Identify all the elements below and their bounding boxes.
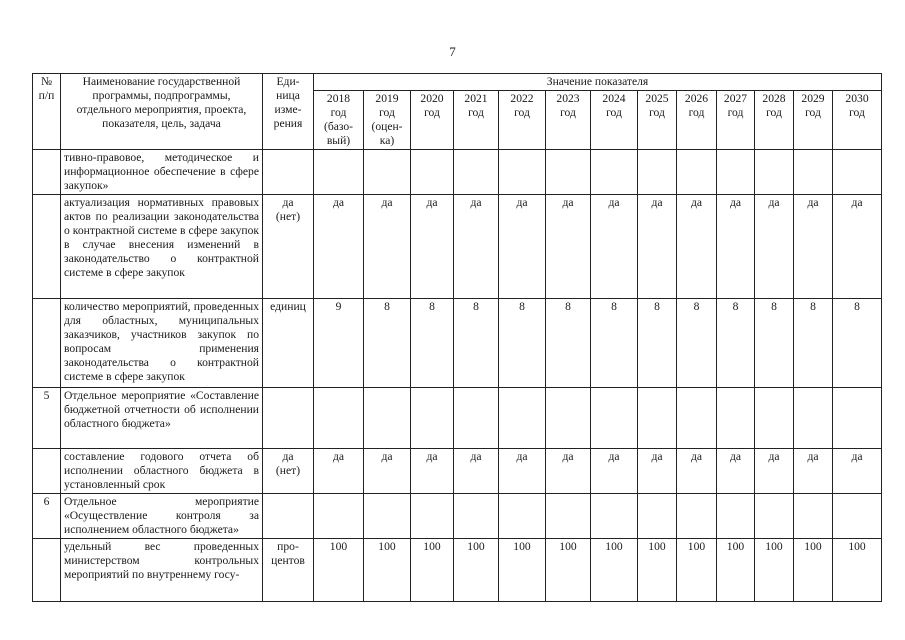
row-name: Отдельное мероприятие «Осуществление контроля за исполнением областного бюджета» (61, 494, 263, 539)
row-value: да (638, 195, 677, 299)
row-value (591, 150, 638, 195)
row-value: 8 (364, 299, 411, 388)
row-number (33, 449, 61, 494)
row-value: 100 (454, 539, 499, 602)
row-value: да (499, 195, 546, 299)
row-value: да (364, 449, 411, 494)
row-value: 8 (638, 299, 677, 388)
row-number: 5 (33, 388, 61, 449)
row-value: да (411, 195, 454, 299)
table-header (33, 74, 882, 150)
row-value: 100 (794, 539, 833, 602)
row-value (454, 388, 499, 449)
row-unit: да (нет) (263, 195, 314, 299)
row-value: 8 (411, 299, 454, 388)
row-unit (263, 494, 314, 539)
row-value: да (546, 449, 591, 494)
row-name: составление годового отчета об исполнении областного бюджета в установленный срок (61, 449, 263, 494)
row-value: 8 (499, 299, 546, 388)
row-value: 8 (833, 299, 882, 388)
row-unit: единиц (263, 299, 314, 388)
header-year: 2025 год (638, 91, 677, 150)
row-value (833, 150, 882, 195)
page-number: 7 (449, 44, 456, 59)
header-year: 2019 год (оцен- ка) (364, 91, 411, 150)
row-value (755, 150, 794, 195)
row-value: 100 (591, 539, 638, 602)
row-unit (263, 388, 314, 449)
row-value (546, 494, 591, 539)
row-name: тивно-правовое, методическое и информационное обеспечение в сфере закупок» (61, 150, 263, 195)
row-value: да (591, 449, 638, 494)
row-value: да (717, 195, 755, 299)
row-value: 100 (364, 539, 411, 602)
row-value (364, 388, 411, 449)
row-value (794, 150, 833, 195)
table-row (33, 388, 882, 449)
row-value (499, 494, 546, 539)
row-value: да (755, 449, 794, 494)
row-value: да (591, 195, 638, 299)
row-value: 9 (314, 299, 364, 388)
header-year: 2020 год (411, 91, 454, 150)
row-value (546, 150, 591, 195)
row-value: да (833, 195, 882, 299)
table-row (33, 299, 882, 388)
header-name (61, 74, 263, 150)
header-unit-text: Еди- ница изме- рения (273, 75, 303, 130)
row-value (794, 388, 833, 449)
header-values-group: Значение показателя (314, 74, 882, 91)
header-year: 2023 год (546, 91, 591, 150)
row-value (591, 388, 638, 449)
row-value: да (454, 449, 499, 494)
row-value (454, 494, 499, 539)
row-unit: про- центов (263, 539, 314, 602)
header-unit (263, 74, 314, 150)
row-number: 6 (33, 494, 61, 539)
row-value: 100 (717, 539, 755, 602)
row-value: 8 (546, 299, 591, 388)
row-unit: да (нет) (263, 449, 314, 494)
row-value: да (794, 195, 833, 299)
header-year: 2027 год (717, 91, 755, 150)
row-value (755, 388, 794, 449)
row-value: 8 (591, 299, 638, 388)
table-row (33, 150, 882, 195)
row-value (638, 388, 677, 449)
row-value: 100 (755, 539, 794, 602)
row-value (314, 388, 364, 449)
table-body (33, 150, 882, 602)
row-value: 8 (755, 299, 794, 388)
row-value (364, 494, 411, 539)
row-value: да (794, 449, 833, 494)
row-value: 100 (314, 539, 364, 602)
row-value (833, 388, 882, 449)
table-row (33, 494, 882, 539)
header-year: 2028 год (755, 91, 794, 150)
row-value (454, 150, 499, 195)
row-value: да (638, 449, 677, 494)
header-year: 2024 год (591, 91, 638, 150)
row-value (411, 388, 454, 449)
row-value (499, 388, 546, 449)
row-value: 8 (677, 299, 717, 388)
row-value: да (677, 449, 717, 494)
header-num-text: № п/п (38, 75, 55, 102)
row-value: да (364, 195, 411, 299)
row-value (546, 388, 591, 449)
row-value: да (454, 195, 499, 299)
row-number (33, 299, 61, 388)
row-value (677, 494, 717, 539)
row-value (717, 150, 755, 195)
row-value: 100 (499, 539, 546, 602)
header-year: 2018 год (базо- вый) (314, 91, 364, 150)
row-value (717, 494, 755, 539)
row-value: 100 (677, 539, 717, 602)
row-value (677, 388, 717, 449)
row-value: 8 (794, 299, 833, 388)
row-value (499, 150, 546, 195)
row-value: да (833, 449, 882, 494)
row-value: 100 (546, 539, 591, 602)
row-value (638, 494, 677, 539)
row-unit (263, 150, 314, 195)
header-name-text: Наименование государственной программы, подпрограммы, отдельного мероприятия, проекта, показателя, цель, задача (76, 75, 247, 130)
row-value (638, 150, 677, 195)
row-value: да (314, 449, 364, 494)
row-value (755, 494, 794, 539)
row-value: 100 (833, 539, 882, 602)
row-value (833, 494, 882, 539)
row-value: да (411, 449, 454, 494)
row-value (717, 388, 755, 449)
header-year: 2030 год (833, 91, 882, 150)
table-row (33, 195, 882, 299)
row-value: да (499, 449, 546, 494)
row-value: да (717, 449, 755, 494)
table-row (33, 539, 882, 602)
row-value (364, 150, 411, 195)
row-value (677, 150, 717, 195)
row-value: да (755, 195, 794, 299)
row-number (33, 539, 61, 602)
row-value: 8 (717, 299, 755, 388)
indicator-table (32, 73, 882, 602)
row-value (591, 494, 638, 539)
header-year: 2029 год (794, 91, 833, 150)
row-value (411, 150, 454, 195)
row-value: да (314, 195, 364, 299)
row-value: 100 (411, 539, 454, 602)
row-value (794, 494, 833, 539)
row-value: да (677, 195, 717, 299)
row-value (411, 494, 454, 539)
row-value: да (546, 195, 591, 299)
table-row (33, 449, 882, 494)
header-year: 2026 год (677, 91, 717, 150)
header-year: 2021 год (454, 91, 499, 150)
row-value: 8 (454, 299, 499, 388)
row-name: удельный вес проведенных министерством контрольных мероприятий по внутреннему госу- (61, 539, 263, 602)
row-value: 100 (638, 539, 677, 602)
row-value (314, 150, 364, 195)
row-name: актуализация нормативных правовых актов по реализации законодательства о контрактной системе в сфере закупок в случае внесения изменений в законодательство о контрактной системе в сфере закупок (61, 195, 263, 299)
row-number (33, 195, 61, 299)
row-value (314, 494, 364, 539)
header-num (33, 74, 61, 150)
header-year: 2022 год (499, 91, 546, 150)
row-name: количество мероприятий, проведенных для областных, муниципальных заказчиков, участников закупок по вопросам применения законодательства о контрактной системе в сфере закупок (61, 299, 263, 388)
row-name: Отдельное мероприятие «Составление бюджетной отчетности об исполнении областного бюджета» (61, 388, 263, 449)
row-number (33, 150, 61, 195)
